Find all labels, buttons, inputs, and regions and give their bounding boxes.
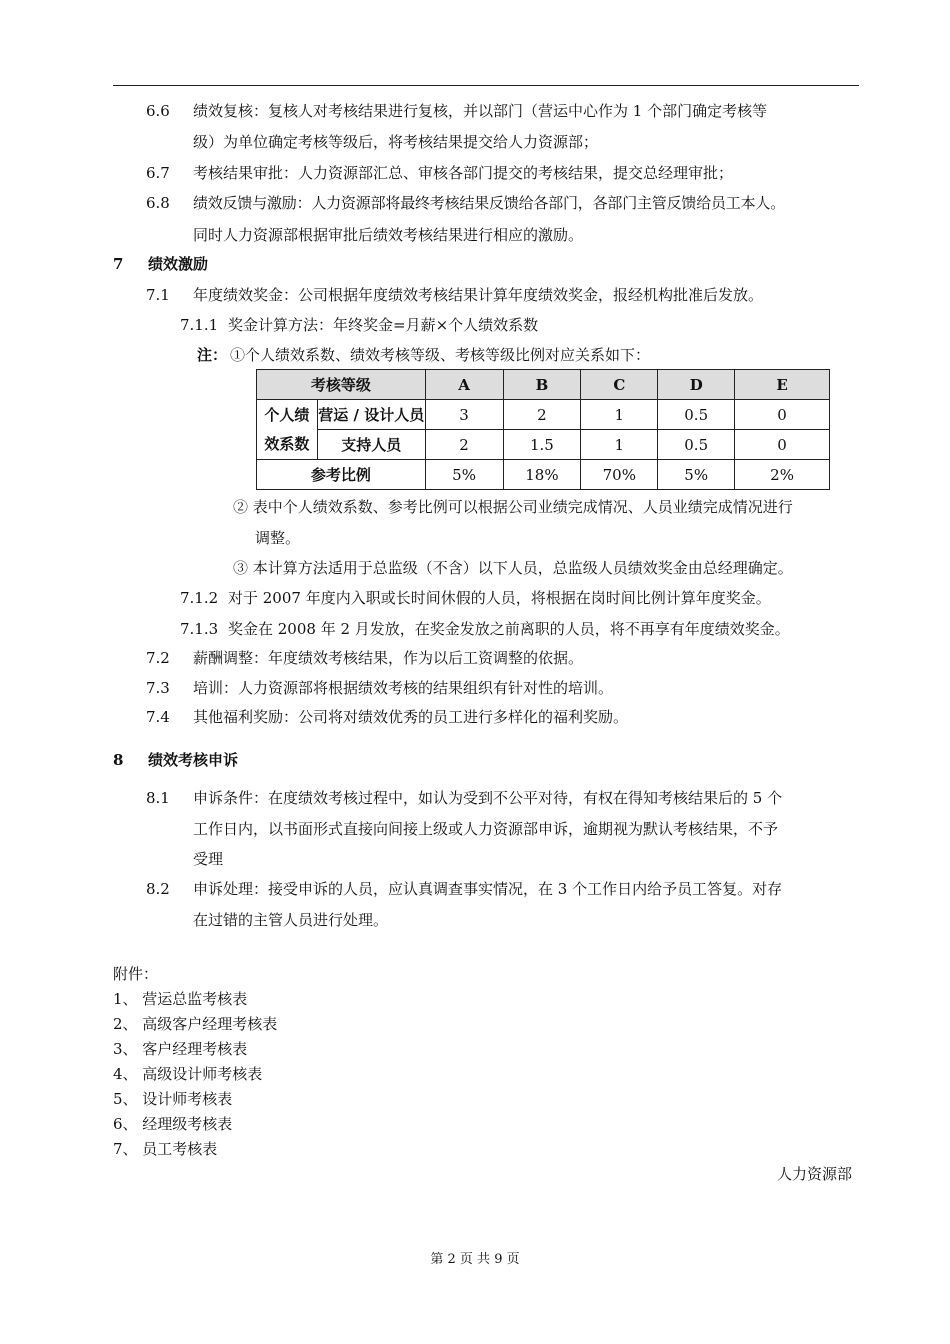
clause-text: 受理 (193, 850, 224, 868)
clause-text: 申诉处理：接受申诉的人员，应认真调查事实情况，在 3 个工作日内给予员工答复。对存 (193, 880, 783, 898)
row-label-operations: 营运 / 设计人员 (317, 400, 425, 430)
attachment-item: 2、 高级客户经理考核表 (113, 1015, 278, 1033)
clause-text: 培训：人力资源部将根据绩效考核的结果组织有针对性的培训。 (193, 679, 614, 697)
note-label: 注： (197, 346, 228, 364)
attachments-title: 附件： (113, 965, 159, 983)
note-text: ② 表中个人绩效系数、参考比例可以根据公司业绩完成情况、人员业绩完成情况进行 (233, 498, 793, 516)
clause-number: 7.2 (146, 649, 170, 667)
grade-b: B (503, 370, 581, 400)
attachment-item: 6、 经理级考核表 (113, 1115, 233, 1133)
clause-number: 7.1.3 (180, 620, 219, 638)
clause-number: 7.1 (146, 286, 170, 304)
signature: 人力资源部 (777, 1165, 853, 1183)
table-cell: 3 (425, 400, 503, 430)
table-cell: 0.5 (658, 430, 735, 460)
clause-number: 8.2 (146, 880, 170, 898)
page-footer: 第 2 页 共 9 页 (430, 1252, 520, 1267)
coefficient-label-line2: 效系数 (264, 434, 310, 453)
section-title: 绩效考核申诉 (148, 751, 239, 769)
clause-number: 7.1.1 (180, 316, 219, 334)
clause-number: 6.6 (146, 102, 170, 120)
clause-text: 绩效复核：复核人对考核结果进行复核，并以部门（营运中心作为 1 个部门确定考核等 (193, 102, 768, 120)
attachment-item: 4、 高级设计师考核表 (113, 1065, 263, 1083)
table-cell: 0 (735, 430, 830, 460)
grade-coefficient-table (256, 369, 830, 490)
grade-d: D (658, 370, 735, 400)
grade-c: C (581, 370, 658, 400)
clause-text: 考核结果审批：人力资源部汇总、审核各部门提交的考核结果，提交总经理审批； (193, 164, 734, 182)
clause-text: 同时人力资源部根据审批后绩效考核结果进行相应的激励。 (193, 226, 584, 244)
table-cell: 2% (735, 460, 830, 490)
section-number: 7 (113, 255, 124, 273)
attachment-item: 7、 员工考核表 (113, 1140, 218, 1158)
note-text: ①个人绩效系数、绩效考核等级、考核等级比例对应关系如下： (230, 346, 651, 364)
table-cell: 1 (581, 400, 658, 430)
section-number: 8 (113, 751, 124, 769)
clause-number: 6.8 (146, 194, 170, 212)
table-cell: 1.5 (503, 430, 581, 460)
clause-text: 工作日内，以书面形式直接向间接上级或人力资源部申诉，逾期视为默认考核结果，不予 (193, 820, 779, 838)
note-text: 调整。 (255, 529, 301, 547)
clause-text: 申诉条件：在度绩效考核过程中，如认为受到不公平对待，有权在得知考核结果后的 5 个 (193, 789, 783, 807)
clause-number: 7.3 (146, 679, 170, 697)
clause-text: 其他福利奖励：公司将对绩效优秀的员工进行多样化的福利奖励。 (193, 708, 629, 726)
clause-text: 奖金在 2008 年 2 月发放，在奖金发放之前离职的人员，将不再享有年度绩效奖金。 (228, 620, 790, 638)
header-rule (113, 85, 859, 86)
attachment-item: 5、 设计师考核表 (113, 1090, 233, 1108)
row-label-ratio: 参考比例 (257, 460, 426, 490)
table-cell: 0 (735, 400, 830, 430)
clause-text: 对于 2007 年度内入职或长时间休假的人员，将根据在岗时间比例计算年度奖金。 (228, 589, 771, 607)
grade-a: A (425, 370, 503, 400)
grade-e: E (735, 370, 830, 400)
attachment-item: 1、 营运总监考核表 (113, 990, 248, 1008)
table-cell: 2 (503, 400, 581, 430)
clause-text: 薪酬调整：年度绩效考核结果，作为以后工资调整的依据。 (193, 649, 584, 667)
table-cell: 1 (581, 430, 658, 460)
clause-text: 奖金计算方法：年终奖金=月薪×个人绩效系数 (228, 316, 539, 334)
clause-number: 7.4 (146, 708, 170, 726)
clause-text: 年度绩效奖金：公司根据年度绩效考核结果计算年度绩效奖金，报经机构批准后发放。 (193, 286, 764, 304)
clause-text: 级）为单位确定考核等级后，将考核结果提交给人力资源部； (193, 133, 599, 151)
header-grade-label: 考核等级 (257, 370, 426, 400)
table-cell: 5% (425, 460, 503, 490)
clause-text: 绩效反馈与激励：人力资源部将最终考核结果反馈给各部门，各部门主管反馈给员工本人。 (193, 194, 786, 212)
table-cell: 18% (503, 460, 581, 490)
row-label-support: 支持人员 (317, 430, 425, 460)
table-cell: 70% (581, 460, 658, 490)
clause-text: 在过错的主管人员进行处理。 (193, 911, 389, 929)
clause-number: 7.1.2 (180, 589, 219, 607)
section-title: 绩效激励 (148, 255, 209, 273)
clause-number: 6.7 (146, 164, 170, 182)
note-text: ③ 本计算方法适用于总监级（不含）以下人员，总监级人员绩效奖金由总经理确定。 (233, 559, 793, 577)
coefficient-label-line1: 个人绩 (264, 405, 310, 424)
table-cell: 0.5 (658, 400, 735, 430)
coefficient-label (257, 400, 318, 460)
attachment-item: 3、 客户经理考核表 (113, 1040, 248, 1058)
table-cell: 2 (425, 430, 503, 460)
table-cell: 5% (658, 460, 735, 490)
clause-number: 8.1 (146, 789, 170, 807)
